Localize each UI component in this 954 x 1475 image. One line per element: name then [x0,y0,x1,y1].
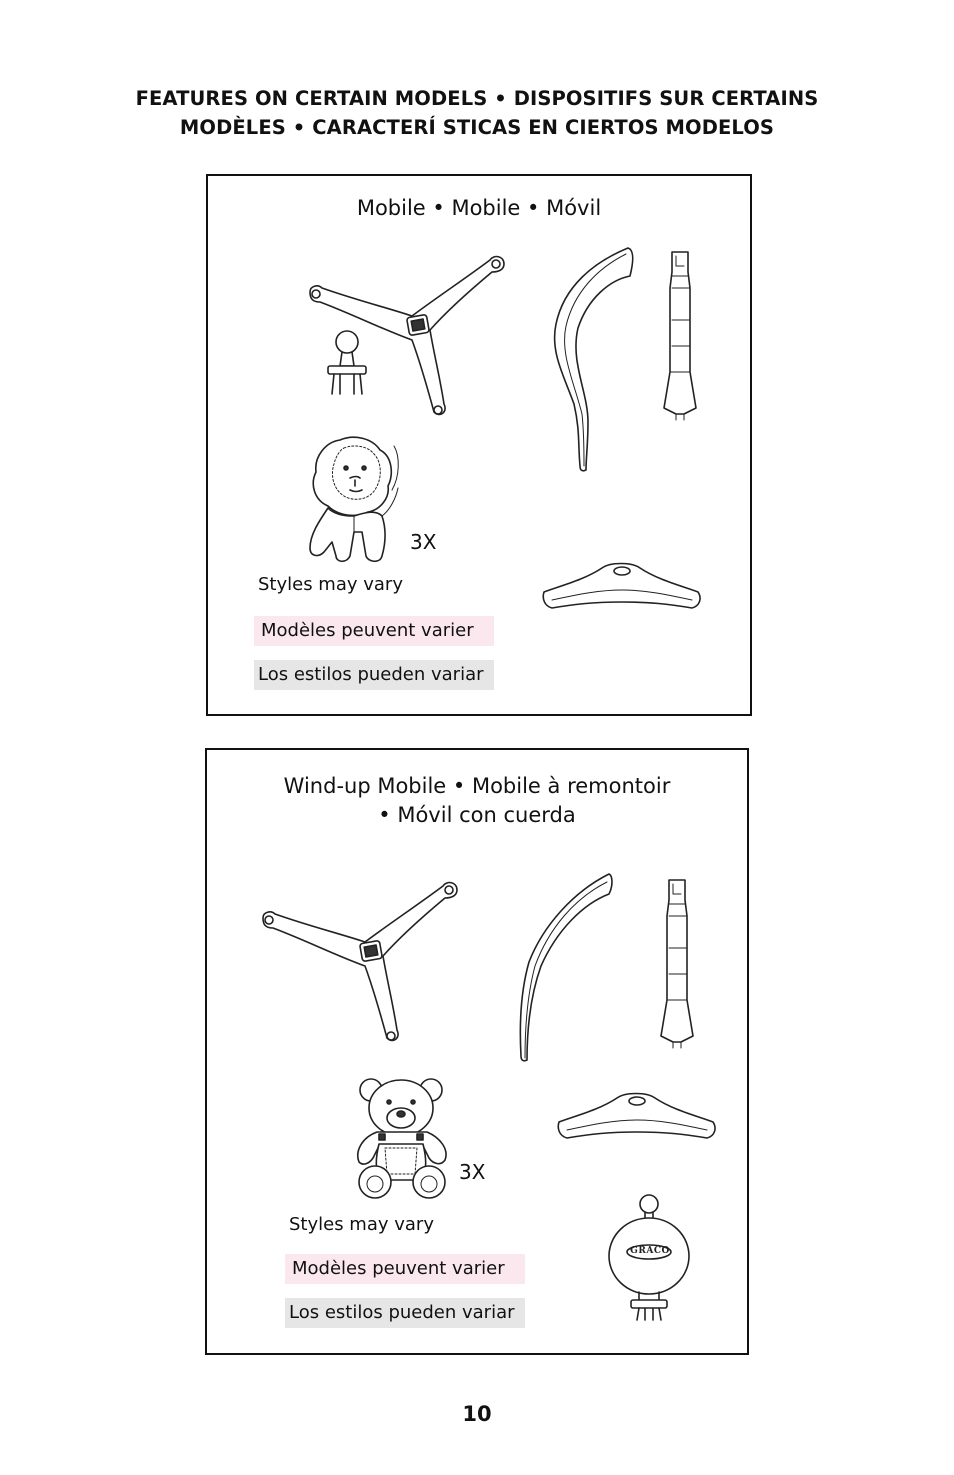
mobile-panel-title: Mobile • Mobile • Móvil [356,196,602,220]
mobile-note-fr-text: Modèles peuvent varier [261,620,474,641]
mobile-note-en: Styles may vary [258,574,403,595]
wind-up-base-icon [555,1088,719,1144]
mobile-curved-arm-icon [544,244,644,476]
wind-up-note-fr [285,1254,525,1284]
wind-up-panel-title-line-2: • Móvil con cuerda [378,803,576,827]
wind-up-curved-arm-icon [513,870,617,1066]
heading-line-2: MODÈLES • CARACTERÍ STICAS EN CIERTOS MODELOS [179,116,775,139]
lion-quantity: 3X [410,530,437,554]
wind-up-mobile-panel [205,748,749,1355]
page-number: 10 [462,1402,492,1426]
teddy-bear-plush-icon [349,1074,455,1200]
heading-line-1: FEATURES ON CERTAIN MODELS • DISPOSITIFS SUR CERTAINS [135,87,819,110]
wind-up-panel-title-line-1: Wind-up Mobile • Mobile à remontoir [283,774,671,798]
wind-up-arm-hub-icon [259,876,469,1048]
mobile-base-icon [540,558,704,614]
lion-plush-icon [306,432,406,566]
mobile-note-fr [254,616,494,646]
wind-up-note-es: Los estilos pueden variar [285,1298,525,1328]
wind-up-note-en: Styles may vary [289,1214,434,1235]
bear-quantity: 3X [459,1160,486,1184]
wind-up-music-box-icon [605,1190,695,1322]
mobile-post-icon [656,248,704,424]
mobile-note-es: Los estilos pueden variar [254,660,494,690]
mobile-panel [206,174,752,716]
page-heading [60,84,894,142]
graco-logo-text: GRACO [630,1246,670,1256]
mobile-clip-icon [324,328,370,400]
wind-up-note-fr-text: Modèles peuvent varier [292,1258,505,1279]
wind-up-post-icon [653,876,701,1052]
